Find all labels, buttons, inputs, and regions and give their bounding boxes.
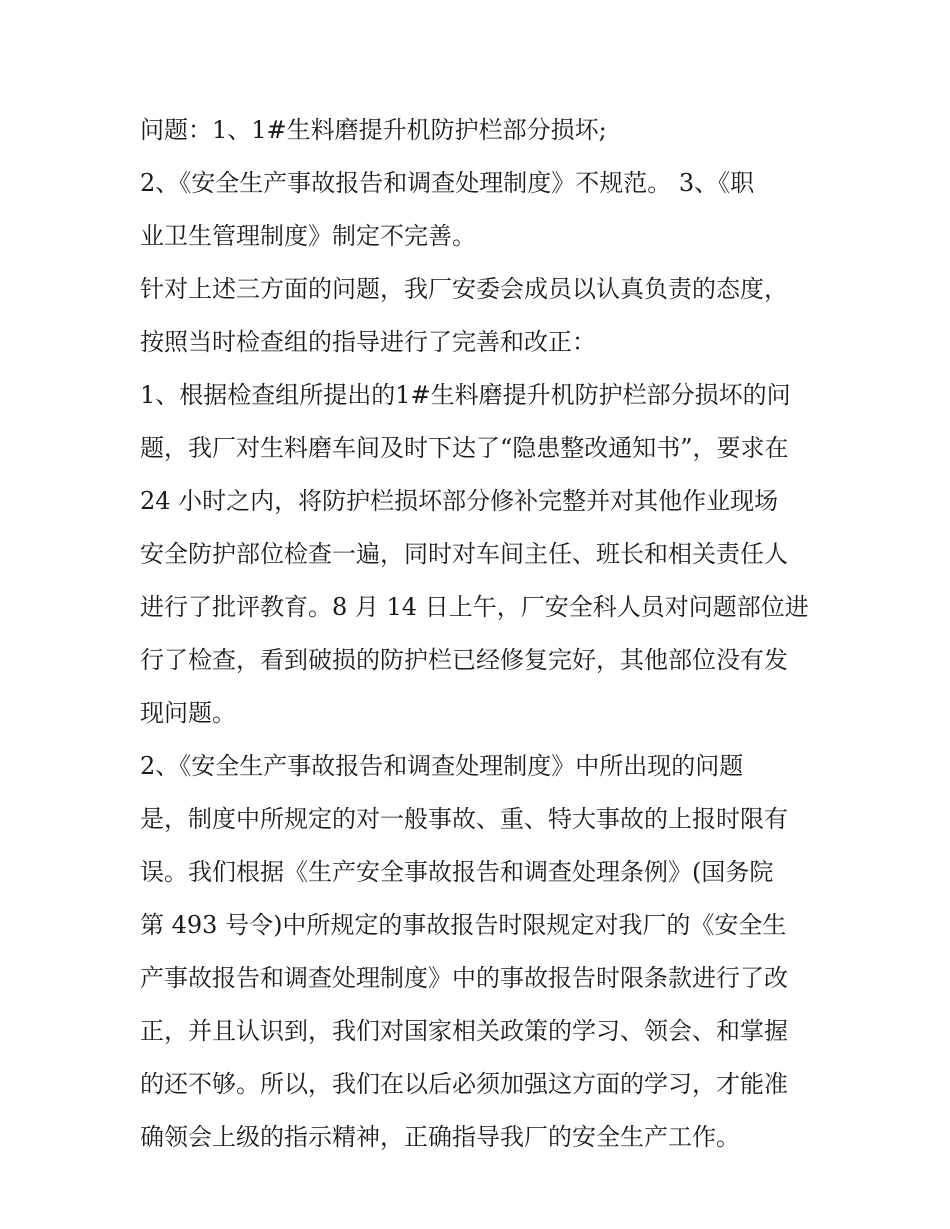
text-line: 产事故报告和调查处理制度》中的事故报告时限条款进行了改: [140, 964, 788, 992]
text-line: 业卫生管理制度》制定不完善。: [140, 222, 476, 250]
text-line: 24 小时之内，将防护栏损坏部分修补完整并对其他作业现场: [140, 487, 779, 515]
text-line: 行了检查，看到破损的防护栏已经修复完好，其他部位没有发: [140, 646, 788, 674]
text-line: 安全防护部位检查一遍，同时对车间主任、班长和相关责任人: [140, 540, 788, 568]
text-line: 现问题。: [140, 699, 236, 727]
text-line: 问题：1、1#生料磨提升机防护栏部分损坏;: [140, 116, 607, 144]
text-line: 进行了批评教育。8 月 14 日上午，厂安全科人员对问题部位进: [140, 593, 809, 621]
document-body: [140, 108, 830, 1168]
text-line: 2、《安全生产事故报告和调查处理制度》中所出现的问题: [140, 752, 744, 780]
text-line: 误。我们根据《生产安全事故报告和调查处理条例》(国务院: [140, 858, 774, 886]
text-line: 1、根据检查组所提出的1#生料磨提升机防护栏部分损坏的问: [140, 381, 791, 409]
text-line: 正，并且认识到，我们对国家相关政策的学习、领会、和掌握: [140, 1017, 788, 1045]
text-line: 题，我厂对生料磨车间及时下达了“隐患整改通知书”，要求在: [140, 434, 789, 462]
text-line: 2、《安全生产事故报告和调查处理制度》不规范。 3、《职: [140, 169, 755, 197]
text-line: 按照当时检查组的指导进行了完善和改正：: [140, 328, 596, 356]
text-line: 是，制度中所规定的对一般事故、重、特大事故的上报时限有: [140, 805, 788, 833]
text-line: 的还不够。所以，我们在以后必须加强这方面的学习，才能准: [140, 1070, 788, 1098]
text-line: 针对上述三方面的问题，我厂安委会成员以认真负责的态度，: [140, 275, 788, 303]
text-line: 第 493 号令)中所规定的事故报告时限规定对我厂的《安全生: [140, 911, 787, 939]
text-line: 确领会上级的指示精神，正确指导我厂的安全生产工作。: [140, 1123, 740, 1151]
